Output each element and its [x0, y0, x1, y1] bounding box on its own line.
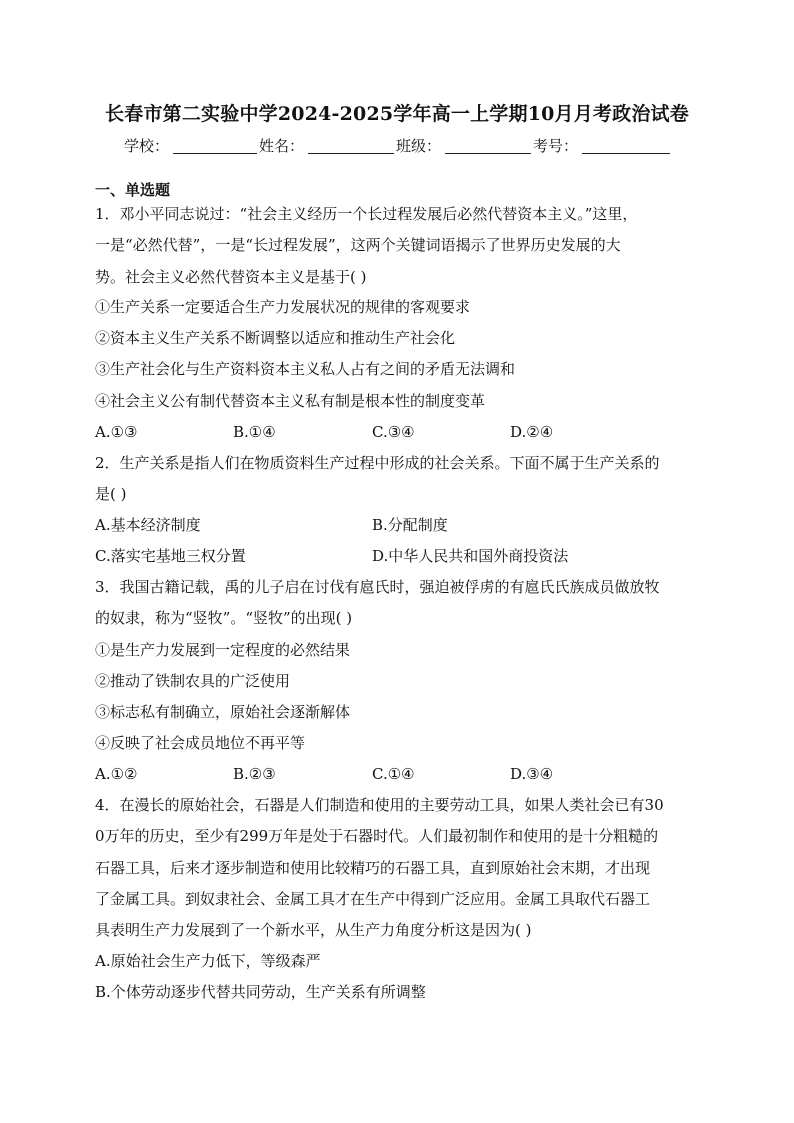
page-title: 长春市第二实验中学2024-2025学年高一上学期10月月考政治试卷 — [105, 103, 689, 125]
q1-statement: ④社会主义公有制代替资本主义私有制是根本性的制度变革 — [95, 392, 486, 410]
q1-statement: ①生产关系一定要适合生产力发展状况的规律的客观要求 — [95, 298, 471, 316]
q3-statement: ③标志私有制确立，原始社会逐渐解体 — [95, 703, 351, 721]
q3-statement: ④反映了社会成员地位不再平等 — [95, 734, 306, 752]
name-blank[interactable] — [308, 137, 394, 154]
q1-option-a[interactable]: A.①③ — [95, 423, 138, 441]
q4-option-b[interactable]: B.个体劳动逐步代替共同劳动，生产关系有所调整 — [95, 983, 426, 1001]
q3-statement: ①是生产力发展到一定程度的必然结果 — [95, 641, 351, 659]
class-blank[interactable] — [445, 137, 531, 154]
q1-option-d[interactable]: D.②④ — [510, 423, 554, 441]
student-info-row — [124, 135, 672, 157]
q1-line: 1．邓小平同志说过：“社会主义经历一个长过程发展后必然代替资本主义。”这里， — [95, 205, 638, 223]
q2-option-b[interactable]: B.分配制度 — [372, 516, 448, 534]
q2-option-a[interactable]: A.基本经济制度 — [95, 516, 201, 534]
q3-option-d[interactable]: D.③④ — [510, 765, 554, 783]
q4-line: 4．在漫长的原始社会，石器是人们制造和使用的主要劳动工具，如果人类社会已有30 — [95, 796, 664, 814]
q3-option-c[interactable]: C.①④ — [372, 765, 415, 783]
q2-option-c[interactable]: C.落实宅基地三权分置 — [95, 547, 246, 565]
class-label: 班级： — [396, 137, 442, 155]
q3-line: 的奴隶，称为“竖牧”。“竖牧”的出现( ) — [95, 609, 353, 627]
q1-statement: ③生产社会化与生产资料资本主义私人占有之间的矛盾无法调和 — [95, 360, 516, 378]
q4-line: 了金属工具。到奴隶社会、金属工具才在生产中得到广泛应用。金属工具取代石器工 — [95, 890, 651, 908]
school-blank[interactable] — [173, 137, 257, 154]
exam-number-label: 考号： — [533, 137, 579, 155]
section-heading: 一、单选题 — [95, 181, 171, 199]
q1-line: 一是“必然代替”，一是“长过程发展”，这两个关键词语揭示了世界历史发展的大 — [95, 236, 621, 254]
q1-option-b[interactable]: B.①④ — [233, 423, 276, 441]
q4-line: 具表明生产力发展到了一个新水平，从生产力角度分析这是因为( ) — [95, 921, 532, 939]
q4-line: 0万年的历史，至少有299万年是处于石器时代。人们最初制作和使用的是十分粗糙的 — [95, 827, 659, 845]
q2-line: 2．生产关系是指人们在物质资料生产过程中形成的社会关系。下面不属于生产关系的 — [95, 454, 660, 472]
q1-option-c[interactable]: C.③④ — [372, 423, 415, 441]
q2-line: 是( ) — [95, 485, 127, 503]
name-label: 姓名： — [259, 137, 305, 155]
q1-statement: ②资本主义生产关系不断调整以适应和推动生产社会化 — [95, 329, 456, 347]
q3-line: 3．我国古籍记载，禹的儿子启在讨伐有扈氏时，强迫被俘虏的有扈氏氏族成员做放牧 — [95, 578, 660, 596]
q4-line: 石器工具，后来才逐步制造和使用比较精巧的石器工具，直到原始社会末期，才出现 — [95, 859, 651, 877]
exam-number-blank[interactable] — [582, 137, 670, 154]
q3-statement: ②推动了铁制农具的广泛使用 — [95, 672, 291, 690]
q3-option-b[interactable]: B.②③ — [233, 765, 276, 783]
q2-option-d[interactable]: D.中华人民共和国外商投资法 — [372, 547, 569, 565]
q4-option-a[interactable]: A.原始社会生产力低下，等级森严 — [95, 952, 321, 970]
q3-option-a[interactable]: A.①② — [95, 765, 138, 783]
q1-line: 势。社会主义必然代替资本主义是基于( ) — [95, 268, 367, 286]
school-label: 学校： — [124, 137, 170, 155]
